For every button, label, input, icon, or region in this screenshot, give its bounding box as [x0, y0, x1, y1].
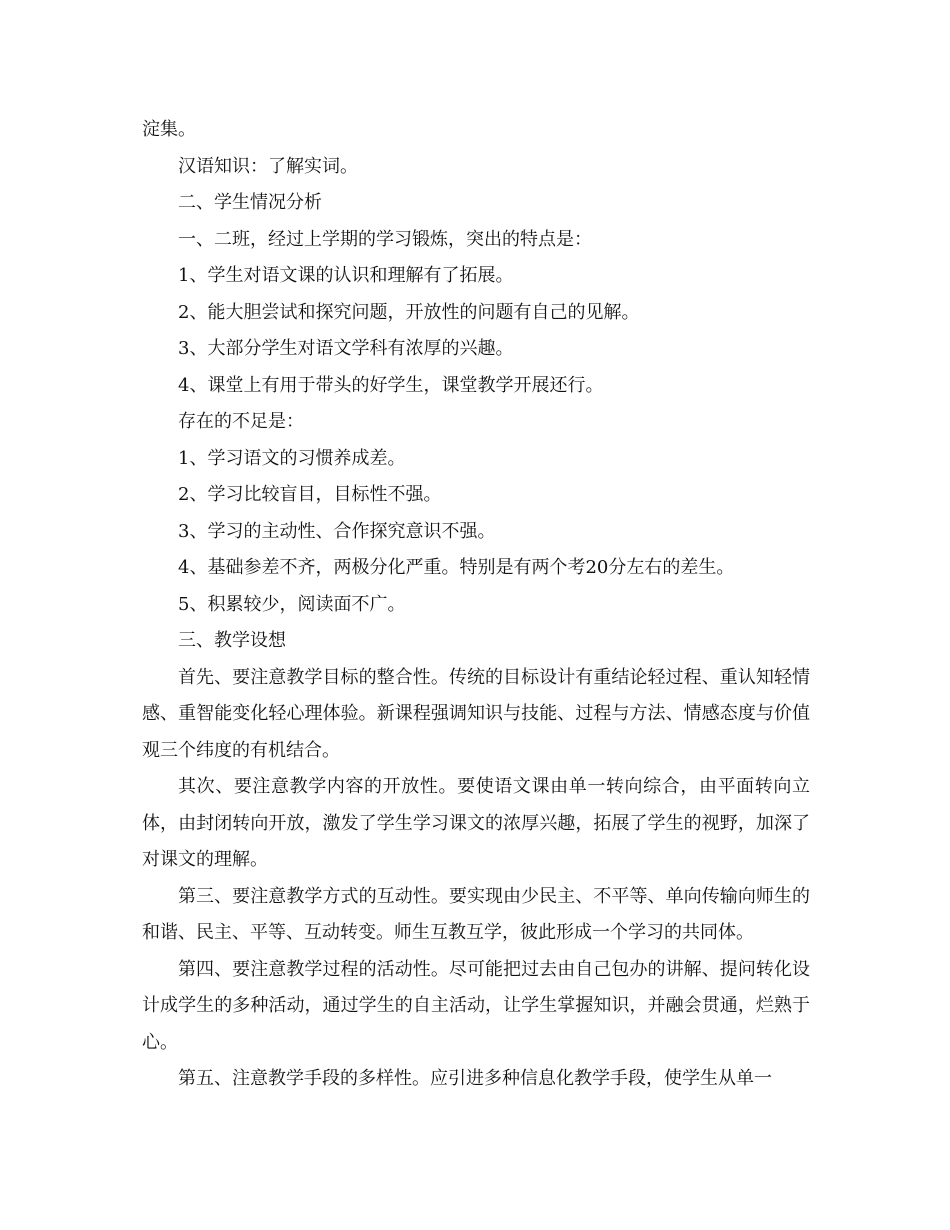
list-item: 1、学生对语文课的认识和理解有了拓展。	[178, 265, 514, 286]
list-item: 4、基础参差不齐，两极分化严重。特别是有两个考20分左右的差生。	[178, 557, 735, 578]
document-body	[142, 112, 810, 1098]
paragraph: 第五、注意教学手段的多样性。应引进多种信息化教学手段，使学生从单一	[178, 1068, 772, 1089]
paragraph: 第四、要注意教学过程的活动性。尽可能把过去由自己包办的讲解、提问转化设计成学生的多种活动，通过学生的自主活动，让学生掌握知识，并融会贯通，烂熟于心。	[142, 958, 810, 1053]
paragraph: 第三、要注意教学方式的互动性。要实现由少民主、不平等、单向传输向师生的和谐、民主、平等、互动转变。师生互教互学，彼此形成一个学习的共同体。	[142, 885, 810, 943]
section-heading: 三、教学设想	[178, 630, 286, 651]
list-item: 3、学习的主动性、合作探究意识不强。	[178, 520, 496, 542]
paragraph: 首先、要注意教学目标的整合性。传统的目标设计有重结论轻过程、重认知轻情感、重智能变化轻心理体验。新课程强调知识与技能、过程与方法、情感态度与价值观三个纬度的有机结合。	[142, 666, 810, 761]
text-line: 存在的不足是：	[178, 411, 304, 432]
list-item: 5、积累较少，阅读面不广。	[178, 593, 406, 615]
list-item: 2、能大胆尝试和探究问题，开放性的问题有自己的见解。	[178, 301, 640, 323]
list-item: 4、课堂上有用于带头的好学生，课堂教学开展还行。	[178, 374, 604, 396]
paragraph: 其次、要注意教学内容的开放性。要使语文课由单一转向综合，由平面转向立体，由封闭转向开放，激发了学生学习课文的浓厚兴趣，拓展了学生的视野，加深了对课文的理解。	[142, 776, 810, 870]
list-item: 1、学习语文的习惯养成差。	[178, 447, 406, 469]
text-line: 汉语知识：了解实词。	[178, 155, 358, 177]
text-line: 一、二班，经过上学期的学习锻炼，突出的特点是：	[178, 228, 592, 250]
list-item: 2、学习比较盲目，目标性不强。	[178, 484, 442, 505]
list-item: 3、大部分学生对语文学科有浓厚的兴趣。	[178, 338, 514, 359]
text-line: 淀集。	[142, 119, 196, 140]
section-heading: 二、学生情况分析	[178, 192, 322, 213]
